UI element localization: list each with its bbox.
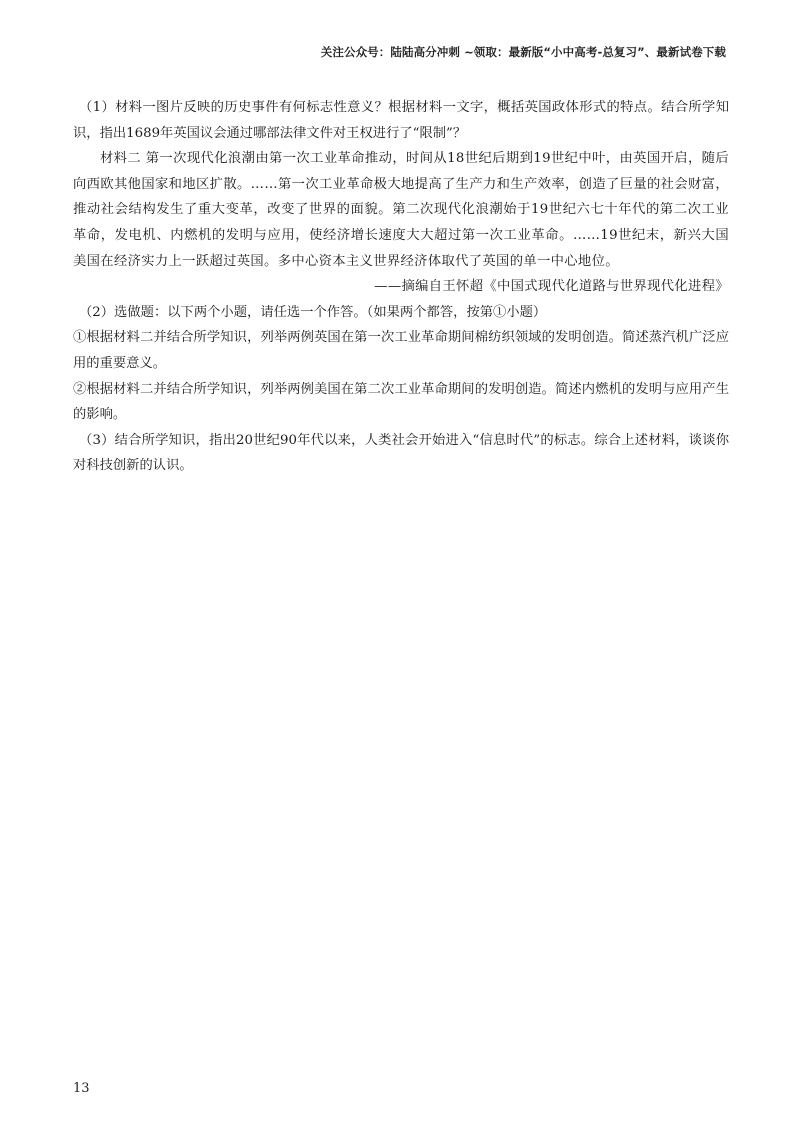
material-2-source: ——摘编自王怀超《中国式现代化道路与世界现代化进程》 <box>374 279 729 295</box>
page-number: 13 <box>73 1081 90 1096</box>
material-2-text: 材料二 第一次现代化浪潮由第一次工业革命推动，时间从18世纪后期到19世纪中叶，由英国开启，随后向西欧其他国家和地区扩散。……第一次工业革命极大地提高了生产力和生产效率，创造了巨量的社会财富，推动社会结构发生了重大变革，改变了世界的面貌。第二次现代化浪潮始于19世纪六七十年代的第二次工业革命，发电机、内燃机的发明与应用，使经济增长速度大大超过第一次工业革命。……19世纪末，新兴大国美国在经济实力上一跃超过英国。多中心资本主义世界经济体取代了英国的单一中心地位。 <box>73 151 729 269</box>
page-header: 关注公众号：陆陆高分冲刺 ~领取：最新版“小中高考-总复习”、最新试卷下载 <box>320 45 726 59</box>
question-2-option-1: ①根据材料二并结合所学知识，列举两例英国在第一次工业革命期间棉纺织领域的发明创造。简述蒸汽机广泛应用的重要意义。 <box>73 330 729 371</box>
question-content <box>73 95 729 479</box>
question-3: （3）结合所学知识，指出20世纪90年代以来，人类社会开始进入“信息时代”的标志。综合上述材料，谈谈你对科技创新的认识。 <box>73 432 729 474</box>
question-1: （1）材料一图片反映的历史事件有何标志性意义？根据材料一文字，概括英国政体形式的特点。结合所学知识，指出1689年英国议会通过哪部法律文件对王权进行了“限制”？ <box>73 100 729 141</box>
question-2-option-2: ②根据材料二并结合所学知识，列举两例美国在第二次工业革命期间的发明创造。简述内燃机的发明与应用产生的影响。 <box>73 381 729 423</box>
question-2: （2）选做题：以下两个小题，请任选一个作答。（如果两个都答，按第①小题） <box>79 304 547 320</box>
